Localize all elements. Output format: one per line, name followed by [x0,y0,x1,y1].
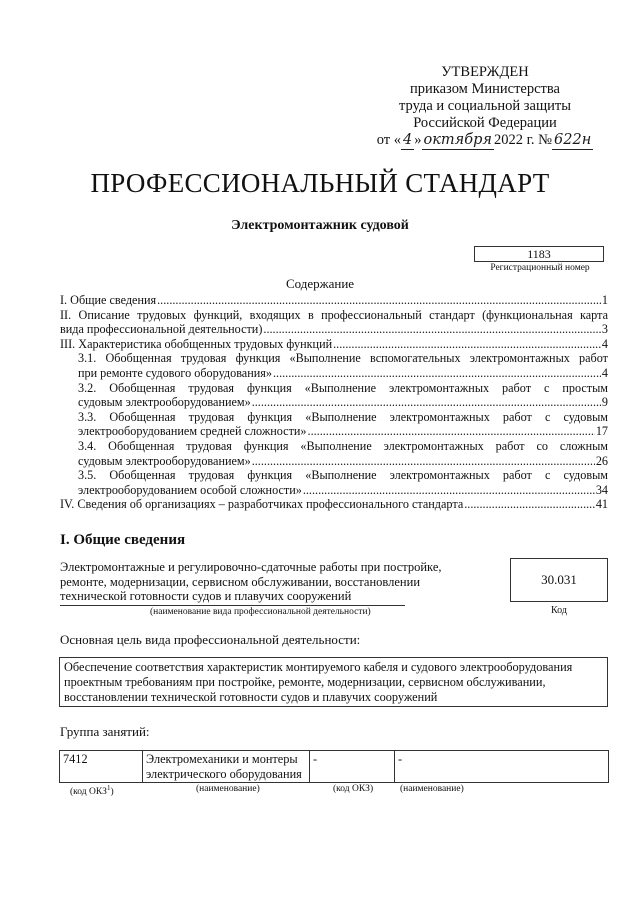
okz-name-cell [143,751,310,783]
toc-item-text: I. Общие сведения [60,293,157,307]
toc-page: 1 [601,293,608,307]
activity-line: ремонте, модернизации, сервисном обслуживании, восстановлении [60,574,421,589]
activity-code: 30.031 [510,558,608,602]
activity-name [60,560,480,604]
toc-item-text: II. Описание трудовых функций, входящих в профессиональный стандарт (функциональная карта [60,307,608,322]
date-mid: » [414,132,422,148]
document-title: ПРОФЕССИОНАЛЬНЫЙ СТАНДАРТ [90,168,550,198]
table-of-contents [60,293,608,512]
registration-number: 1183 [474,246,604,262]
document-subtitle: Электромонтажник судовой [231,218,409,233]
okz-name-line: электрического оборудования [146,766,302,781]
toc-item[interactable] [60,337,608,352]
registration-label: Регистрационный номер [490,263,590,273]
toc-heading: Содержание [285,276,355,291]
toc-item-text: электрооборудованием средней сложности» [78,424,307,439]
occupation-group-table [59,750,609,783]
toc-item-text: IV. Сведения об организациях – разработчиках профессионального стандарта [60,497,464,512]
okz-code-cell: 7412 [60,751,143,783]
order-number: 622н [554,132,592,148]
approval-block [360,64,610,150]
goal-label: Основная цель вида профессиональной деятельности: [60,632,361,647]
caption-name: (наименование) [196,784,260,794]
table-row [60,751,609,783]
date-month: октября [423,132,492,148]
approval-line: приказом Министерства [410,81,560,97]
caption-name-2: (наименование) [400,784,464,794]
toc-item-text: 3.5. Обобщенная трудовая функция «Выполнение электромонтажных работ с судовым [78,468,608,483]
toc-item[interactable] [60,468,608,497]
date-prefix: от « [376,132,402,148]
toc-item[interactable] [60,439,608,468]
group-label: Группа занятий: [60,724,150,739]
caption-code-okz-2: (код ОКЗ) [333,784,374,794]
toc-page: 3 [601,322,608,337]
okz-name-cell: - [395,751,609,783]
okz-code-cell: - [310,751,395,783]
toc-item-text: 3.1. Обобщенная трудовая функция «Выполнение вспомогательных электромонтажных работ [78,351,608,366]
toc-item-text: судовым электрооборудованием» [78,395,251,410]
toc-item-text: вида профессиональной деятельности) [60,322,263,337]
toc-item[interactable] [60,381,608,410]
toc-page: 4 [601,365,608,380]
toc-item-text: 3.4. Обобщенная трудовая функция «Выполнение электромонтажных работ со сложным [78,438,608,453]
toc-page: 41 [595,497,608,512]
toc-item[interactable] [60,351,608,380]
goal-box [59,657,608,707]
toc-item-text: электрооборудованием особой сложности» [78,482,302,497]
toc-item-text: 3.2. Обобщенная трудовая функция «Выполнение электромонтажных работ с простым [78,380,608,395]
activity-line: технической готовности судов и плавучих сооружений [60,589,352,603]
toc-item-text: судовым электрооборудованием» [78,453,251,468]
toc-item[interactable] [60,410,608,439]
okz-name-line: Электромеханики и монтеры [146,752,298,766]
approval-title: УТВЕРЖДЕН [441,64,529,80]
goal-line: восстановлении технической готовности судов и плавучих сооружений [64,689,438,704]
activity-line: Электромонтажные и регулировочно-сдаточные работы при постройке, [60,560,442,574]
date-day: 4 [403,132,413,148]
date-year: 2022 г. № [493,132,553,148]
toc-item-text: при ремонте судового оборудования» [78,365,272,380]
toc-item[interactable] [60,293,608,308]
toc-page: 9 [601,395,608,410]
toc-item-text: 3.3. Обобщенная трудовая функция «Выполнение электромонтажных работ с судовым [78,409,608,424]
toc-item[interactable] [60,308,608,337]
approval-line: труда и социальной защиты [399,98,571,114]
approval-line: Российской Федерации [413,115,557,131]
toc-page: 26 [595,453,608,468]
toc-page: 17 [595,424,608,439]
activity-caption: (наименование вида профессиональной деятельности) [150,607,371,617]
toc-item[interactable] [60,497,608,512]
caption-code-okz: (код ОКЗ$^1$) [70,784,114,798]
toc-item-text: III. Характеристика обобщенных трудовых функций [60,336,333,351]
code-caption: Код [551,605,567,616]
goal-line: проектным требованиям при постройке, ремонте, модернизации, сервисном обслуживании, [64,674,546,689]
toc-page: 4 [601,336,608,351]
activity-underline [60,605,405,606]
goal-line: Обеспечение соответствия характеристик монтируемого кабеля и судового электрооборудования [64,660,573,674]
approval-date-line [360,132,610,150]
section-heading: I. Общие сведения [60,532,186,548]
toc-page: 34 [595,482,608,497]
